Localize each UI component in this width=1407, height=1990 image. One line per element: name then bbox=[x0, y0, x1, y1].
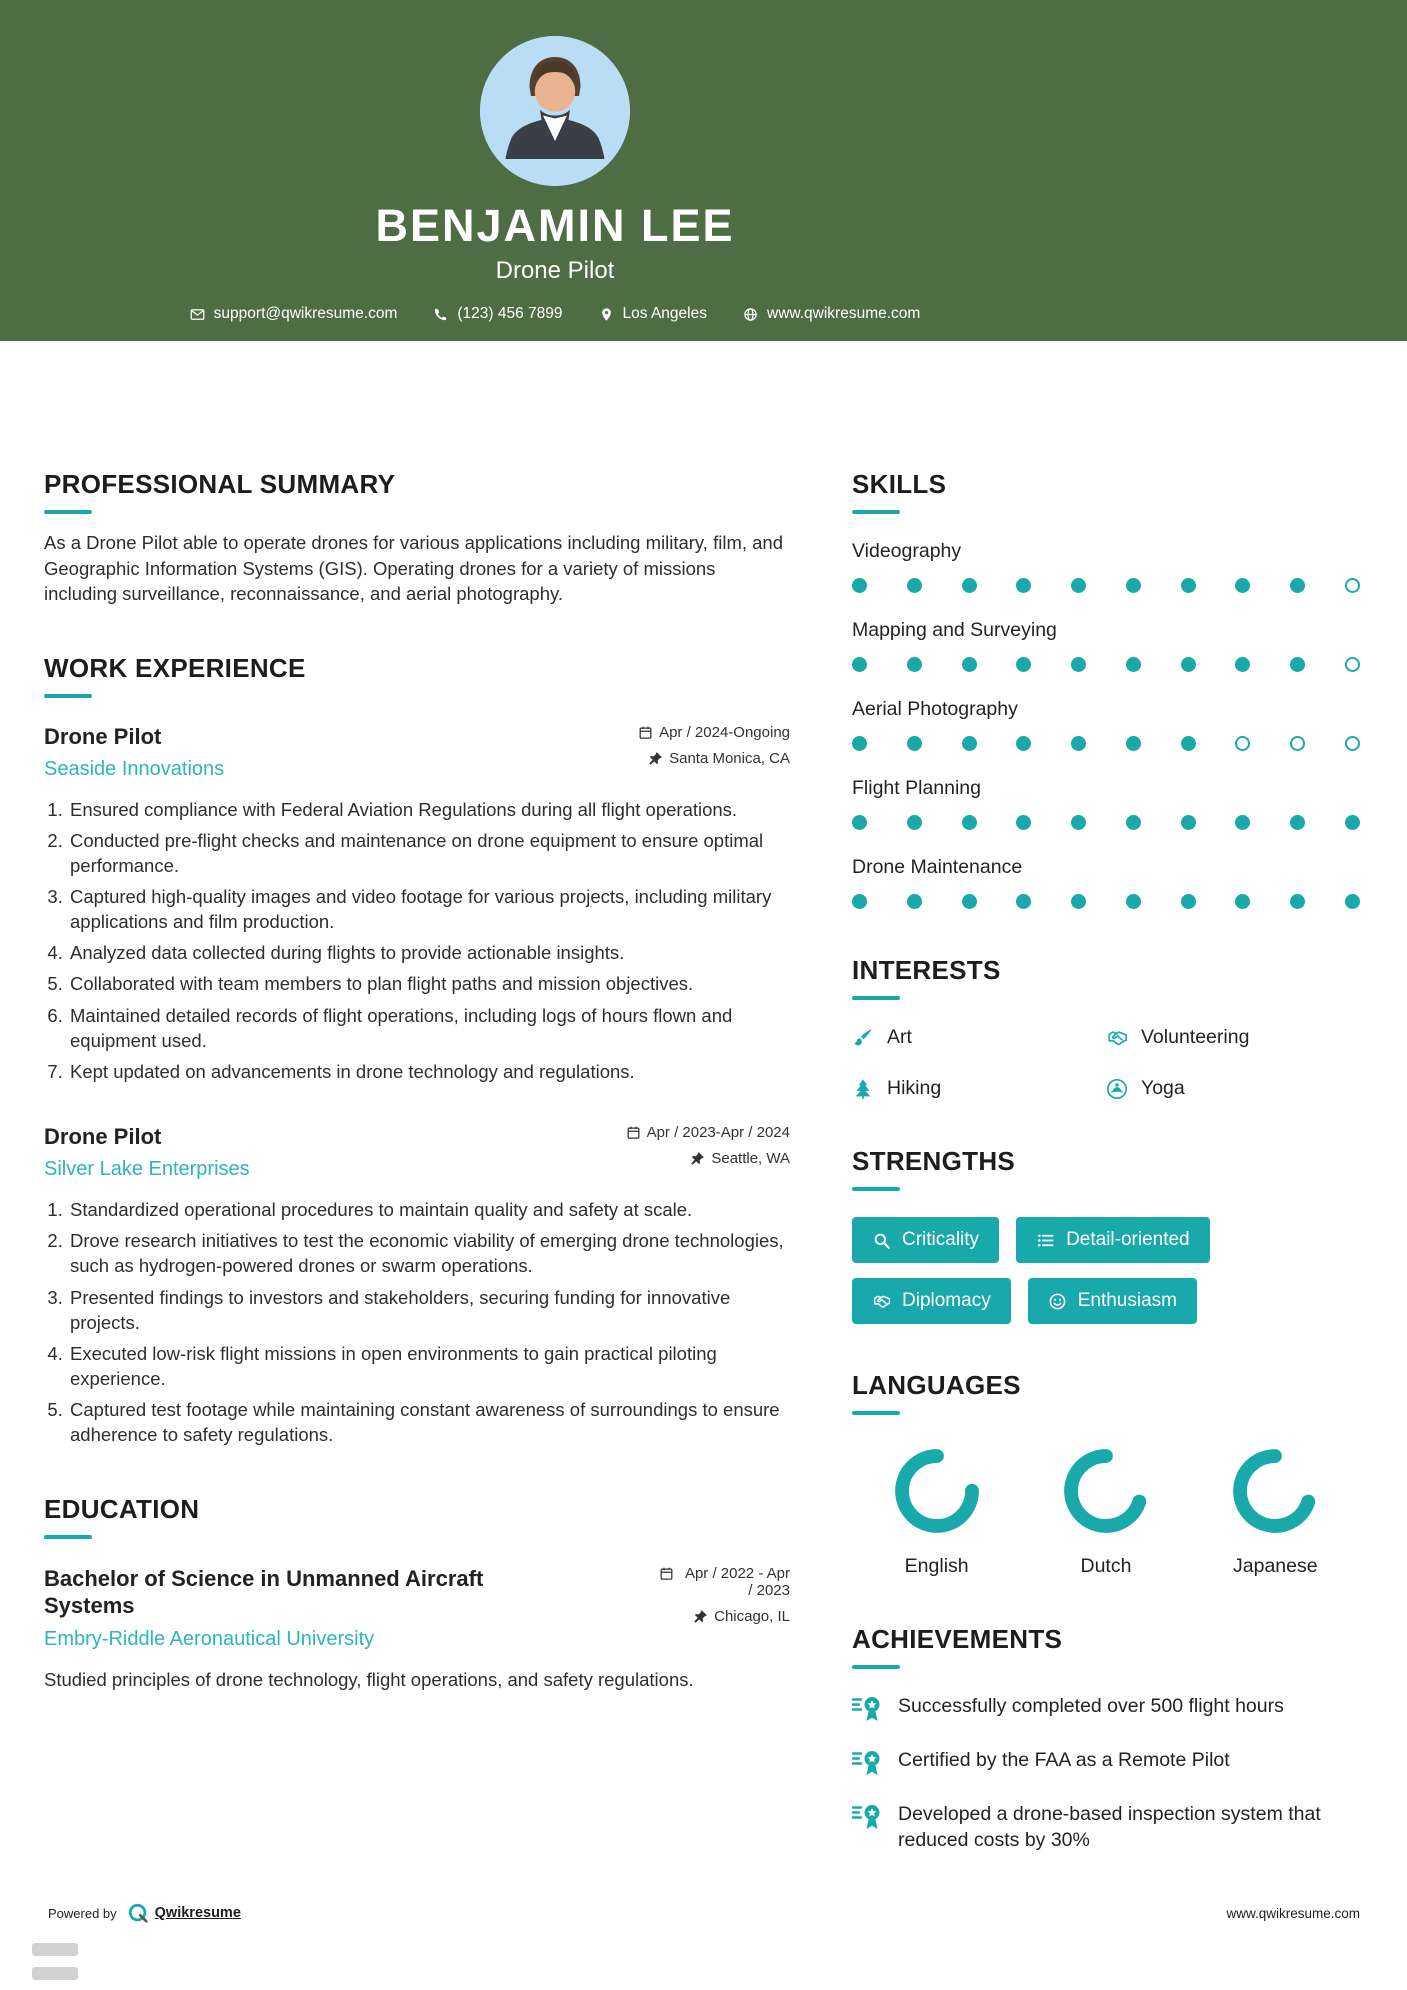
job-location: Seattle, WA bbox=[711, 1150, 790, 1168]
skill-row bbox=[852, 856, 1360, 909]
skill-dot bbox=[1290, 578, 1305, 593]
section-work-experience bbox=[44, 653, 790, 1448]
paintbrush-icon bbox=[852, 1027, 874, 1049]
job-bullet: 4. Executed low-risk flight missions in open environments to gain practical piloting experience. bbox=[68, 1341, 790, 1391]
skill-dot bbox=[1126, 736, 1141, 751]
skill-name: Aerial Photography bbox=[852, 698, 1018, 720]
skill-dot bbox=[852, 657, 867, 672]
skill-dot bbox=[1290, 657, 1305, 672]
strengths-heading: STRENGTHS bbox=[852, 1146, 1360, 1191]
skill-dot bbox=[1235, 815, 1250, 830]
work-heading: WORK EXPERIENCE bbox=[44, 653, 790, 698]
skill-dot bbox=[962, 578, 977, 593]
candidate-title: Drone Pilot bbox=[495, 257, 615, 284]
next-page-placeholder-bar bbox=[32, 1967, 78, 1980]
skill-dot bbox=[852, 578, 867, 593]
job-bullet: 7. Kept updated on advancements in drone technology and regulations. bbox=[68, 1059, 790, 1084]
contact-row bbox=[190, 305, 921, 323]
skill-dot bbox=[962, 815, 977, 830]
skill-dot bbox=[1290, 894, 1305, 909]
skill-dot bbox=[1071, 894, 1086, 909]
contact-website-text: www.qwikresume.com bbox=[767, 305, 921, 322]
contact-location-text: Los Angeles bbox=[622, 305, 707, 322]
handshake-icon bbox=[1106, 1027, 1128, 1049]
skill-dot bbox=[962, 894, 977, 909]
section-interests bbox=[852, 955, 1360, 1100]
skill-dot bbox=[1290, 815, 1305, 830]
interest-item bbox=[852, 1026, 1106, 1049]
calendar-icon bbox=[638, 724, 653, 740]
achievements-heading: ACHIEVEMENTS bbox=[852, 1624, 1360, 1669]
strength-label: Diplomacy bbox=[902, 1290, 991, 1311]
interest-label: Volunteering bbox=[1141, 1026, 1250, 1048]
skill-dot bbox=[1016, 894, 1031, 909]
language-progress-ring bbox=[1229, 1445, 1321, 1537]
skill-dot bbox=[1235, 736, 1250, 751]
magnifier-icon bbox=[872, 1231, 891, 1250]
skill-dot bbox=[1345, 736, 1360, 751]
interest-label: Yoga bbox=[1141, 1077, 1185, 1099]
handshake-icon bbox=[872, 1292, 891, 1311]
skill-name: Mapping and Surveying bbox=[852, 619, 1057, 641]
next-page-placeholder-bar bbox=[32, 1943, 78, 1956]
skill-dot bbox=[1290, 736, 1305, 751]
award-badge-icon bbox=[852, 1693, 884, 1723]
language-name: Japanese bbox=[1233, 1555, 1318, 1577]
language-progress-ring bbox=[1060, 1445, 1152, 1537]
job-meta bbox=[638, 724, 790, 776]
skill-rating bbox=[852, 815, 1360, 830]
education-degree: Bachelor of Science in Unmanned Aircraft Systems bbox=[44, 1565, 484, 1619]
job-bullet: 5. Captured test footage while maintaining constant awareness of surroundings to ensure adherence to safety regulations. bbox=[68, 1397, 790, 1447]
skill-name: Videography bbox=[852, 540, 962, 562]
contact-phone[interactable] bbox=[433, 305, 562, 323]
calendar-icon bbox=[626, 1124, 641, 1140]
list-icon bbox=[1036, 1231, 1055, 1250]
job-entry bbox=[44, 724, 790, 1085]
qwikresume-q-icon bbox=[127, 1902, 149, 1924]
skill-dot bbox=[1345, 894, 1360, 909]
language-name: Dutch bbox=[1080, 1555, 1132, 1577]
education-location: Chicago, IL bbox=[714, 1607, 790, 1625]
globe-icon bbox=[743, 307, 758, 322]
job-location: Santa Monica, CA bbox=[669, 749, 790, 767]
skill-dot bbox=[1181, 894, 1196, 909]
job-bullet-list bbox=[44, 1197, 790, 1447]
skill-dot bbox=[1181, 657, 1196, 672]
skill-dot bbox=[852, 894, 867, 909]
skill-dot bbox=[1181, 736, 1196, 751]
strength-badge bbox=[1028, 1278, 1197, 1324]
skills-heading: SKILLS bbox=[852, 469, 1360, 514]
skill-dot bbox=[1181, 578, 1196, 593]
skill-name: Flight Planning bbox=[852, 777, 981, 799]
skill-dot bbox=[852, 736, 867, 751]
job-bullet: 5. Collaborated with team members to plan flight paths and mission objectives. bbox=[68, 971, 790, 996]
skill-dot bbox=[1235, 657, 1250, 672]
job-bullet: 6. Maintained detailed records of flight operations, including logs of hours flown and equipment used. bbox=[68, 1003, 790, 1053]
skill-dot bbox=[962, 657, 977, 672]
interest-label: Art bbox=[887, 1026, 912, 1048]
skill-dot bbox=[1016, 736, 1031, 751]
skill-dot bbox=[907, 657, 922, 672]
strength-badge bbox=[852, 1217, 999, 1263]
section-strengths bbox=[852, 1146, 1360, 1324]
section-skills bbox=[852, 469, 1360, 909]
achievement-text: Developed a drone-based inspection system that reduced costs by 30% bbox=[898, 1803, 1321, 1852]
award-badge-icon bbox=[852, 1747, 884, 1777]
job-entry bbox=[44, 1124, 790, 1447]
strength-label: Criticality bbox=[902, 1229, 980, 1250]
job-bullet: 4. Analyzed data collected during flights to provide actionable insights. bbox=[68, 940, 790, 965]
skill-dot bbox=[1071, 815, 1086, 830]
skill-dot bbox=[852, 815, 867, 830]
education-dates-line bbox=[659, 1565, 790, 1599]
pushpin-icon bbox=[648, 750, 663, 766]
header bbox=[0, 0, 1407, 341]
interests-heading: INTERESTS bbox=[852, 955, 1360, 1000]
content bbox=[0, 341, 1407, 1900]
language-progress-ring bbox=[891, 1445, 983, 1537]
calendar-icon bbox=[659, 1565, 674, 1581]
language-item bbox=[1060, 1445, 1152, 1578]
skill-dot bbox=[1345, 815, 1360, 830]
education-entry bbox=[44, 1565, 790, 1693]
job-meta bbox=[626, 1124, 790, 1176]
skill-dot bbox=[1345, 657, 1360, 672]
qwikresume-brand-name: Qwikresume bbox=[154, 1905, 241, 1921]
contact-website[interactable] bbox=[743, 305, 920, 323]
achievement-item bbox=[852, 1693, 1360, 1723]
skill-dot bbox=[1071, 736, 1086, 751]
person-portrait-icon bbox=[480, 36, 630, 186]
job-location-line bbox=[638, 750, 790, 767]
skill-dot bbox=[1016, 657, 1031, 672]
skill-dot bbox=[907, 736, 922, 751]
skill-row bbox=[852, 698, 1360, 751]
job-bullet: 1. Ensured compliance with Federal Aviation Regulations during all flight operations. bbox=[68, 797, 790, 822]
footer-left bbox=[48, 1902, 241, 1924]
interest-item bbox=[1106, 1077, 1360, 1100]
candidate-name: BENJAMIN LEE bbox=[375, 200, 735, 251]
job-title-block bbox=[44, 1124, 250, 1181]
skill-dot bbox=[1071, 657, 1086, 672]
skill-row bbox=[852, 777, 1360, 830]
left-column bbox=[44, 469, 790, 1900]
section-languages bbox=[852, 1370, 1360, 1578]
language-item bbox=[891, 1445, 983, 1578]
contact-email[interactable] bbox=[190, 305, 398, 323]
strength-badge bbox=[852, 1278, 1011, 1324]
skill-dot bbox=[1181, 815, 1196, 830]
job-location-line bbox=[626, 1150, 790, 1167]
profile-photo bbox=[480, 36, 630, 186]
education-school: Embry-Riddle Aeronautical University bbox=[44, 1627, 375, 1650]
strengths-wrap bbox=[852, 1217, 1360, 1324]
job-title: Drone Pilot bbox=[44, 1124, 162, 1150]
award-badge-icon bbox=[852, 1801, 884, 1854]
education-dates: Apr / 2022 - Apr / 2023 bbox=[684, 1564, 790, 1599]
summary-text: As a Drone Pilot able to operate drones for various applications including military, film, and Geographic Information Systems (GIS). Operating drones for a variety of missions including surveillance, reconnaissance, and aerial photography. bbox=[44, 532, 784, 605]
skill-dot bbox=[1126, 815, 1141, 830]
education-location-line bbox=[659, 1608, 790, 1625]
strength-label: Enthusiasm bbox=[1077, 1290, 1177, 1311]
skill-dot bbox=[1235, 894, 1250, 909]
skill-rating bbox=[852, 578, 1360, 593]
skill-dot bbox=[907, 894, 922, 909]
job-dates: Apr / 2024-Ongoing bbox=[659, 723, 790, 741]
language-name: English bbox=[904, 1555, 969, 1577]
interest-item bbox=[1106, 1026, 1360, 1049]
achievement-text: Certified by the FAA as a Remote Pilot bbox=[898, 1749, 1230, 1771]
skill-row bbox=[852, 540, 1360, 593]
achievement-text: Successfully completed over 500 flight hours bbox=[898, 1695, 1284, 1717]
yoga-icon bbox=[1106, 1078, 1128, 1100]
job-dates: Apr / 2023-Apr / 2024 bbox=[646, 1124, 790, 1142]
education-title-block bbox=[44, 1565, 494, 1651]
skill-row bbox=[852, 619, 1360, 672]
skill-rating bbox=[852, 736, 1360, 751]
job-bullet: 2. Conducted pre-flight checks and maintenance on drone equipment to ensure optimal performance. bbox=[68, 828, 790, 878]
skill-rating bbox=[852, 657, 1360, 672]
footer bbox=[48, 1902, 1360, 1924]
achievement-item bbox=[852, 1801, 1360, 1854]
skill-name: Drone Maintenance bbox=[852, 856, 1023, 878]
skill-dot bbox=[1016, 815, 1031, 830]
right-column bbox=[852, 469, 1360, 1900]
strength-badge bbox=[1016, 1217, 1210, 1263]
contact-location[interactable] bbox=[599, 305, 707, 323]
skill-dot bbox=[907, 815, 922, 830]
email-icon bbox=[190, 307, 205, 322]
job-dates-line bbox=[626, 1124, 790, 1141]
achievement-item bbox=[852, 1747, 1360, 1777]
interests-grid bbox=[852, 1026, 1360, 1100]
job-dates-line bbox=[638, 724, 790, 741]
education-header bbox=[44, 1565, 790, 1651]
skill-dot bbox=[1126, 578, 1141, 593]
job-title: Drone Pilot bbox=[44, 723, 162, 749]
pushpin-icon bbox=[693, 1608, 708, 1624]
section-professional-summary bbox=[44, 469, 790, 607]
languages-heading: LANGUAGES bbox=[852, 1370, 1360, 1415]
job-header bbox=[44, 724, 790, 781]
education-meta bbox=[659, 1565, 790, 1634]
summary-heading: PROFESSIONAL SUMMARY bbox=[44, 469, 790, 514]
phone-icon bbox=[433, 307, 448, 322]
job-bullet: 3. Captured high-quality images and video footage for various projects, including military applications and film production. bbox=[68, 884, 790, 934]
job-bullet: 2. Drove research initiatives to test the economic viability of emerging drone technologies, such as hydrogen-powered drones or swarm operations. bbox=[68, 1228, 790, 1278]
location-pin-icon bbox=[599, 307, 614, 322]
job-bullet: 1. Standardized operational procedures to maintain quality and safety at scale. bbox=[68, 1197, 790, 1222]
job-header bbox=[44, 1124, 790, 1181]
section-achievements bbox=[852, 1624, 1360, 1854]
header-inner bbox=[42, 36, 1068, 323]
smiley-icon bbox=[1048, 1292, 1067, 1311]
skill-dot bbox=[962, 736, 977, 751]
skill-dot bbox=[1235, 578, 1250, 593]
qwikresume-logo-link[interactable] bbox=[127, 1902, 241, 1924]
skill-dot bbox=[1345, 578, 1360, 593]
job-company: Seaside Innovations bbox=[44, 757, 225, 780]
languages-grid bbox=[852, 1445, 1360, 1578]
job-bullet-list bbox=[44, 797, 790, 1085]
skill-dot bbox=[1126, 894, 1141, 909]
skill-dot bbox=[907, 578, 922, 593]
strength-label: Detail-oriented bbox=[1066, 1229, 1190, 1250]
section-education bbox=[44, 1494, 790, 1693]
education-heading: EDUCATION bbox=[44, 1494, 790, 1539]
skill-dot bbox=[1071, 578, 1086, 593]
education-description: Studied principles of drone technology, flight operations, and safety regulations. bbox=[44, 1668, 694, 1690]
pushpin-icon bbox=[690, 1150, 705, 1166]
tree-icon bbox=[852, 1078, 874, 1100]
skill-dot bbox=[1126, 657, 1141, 672]
job-title-block bbox=[44, 724, 224, 781]
language-item bbox=[1229, 1445, 1321, 1578]
contact-email-text: support@qwikresume.com bbox=[213, 305, 398, 322]
interest-label: Hiking bbox=[887, 1077, 942, 1099]
footer-website-link[interactable]: www.qwikresume.com bbox=[1226, 1905, 1360, 1921]
job-company: Silver Lake Enterprises bbox=[44, 1158, 250, 1181]
skill-rating bbox=[852, 894, 1360, 909]
powered-by-text: Powered by bbox=[48, 1905, 117, 1921]
contact-phone-text: (123) 456 7899 bbox=[457, 305, 563, 322]
interest-item bbox=[852, 1077, 1106, 1100]
skill-dot bbox=[1016, 578, 1031, 593]
job-bullet: 3. Presented findings to investors and stakeholders, securing funding for innovative projects. bbox=[68, 1285, 790, 1335]
